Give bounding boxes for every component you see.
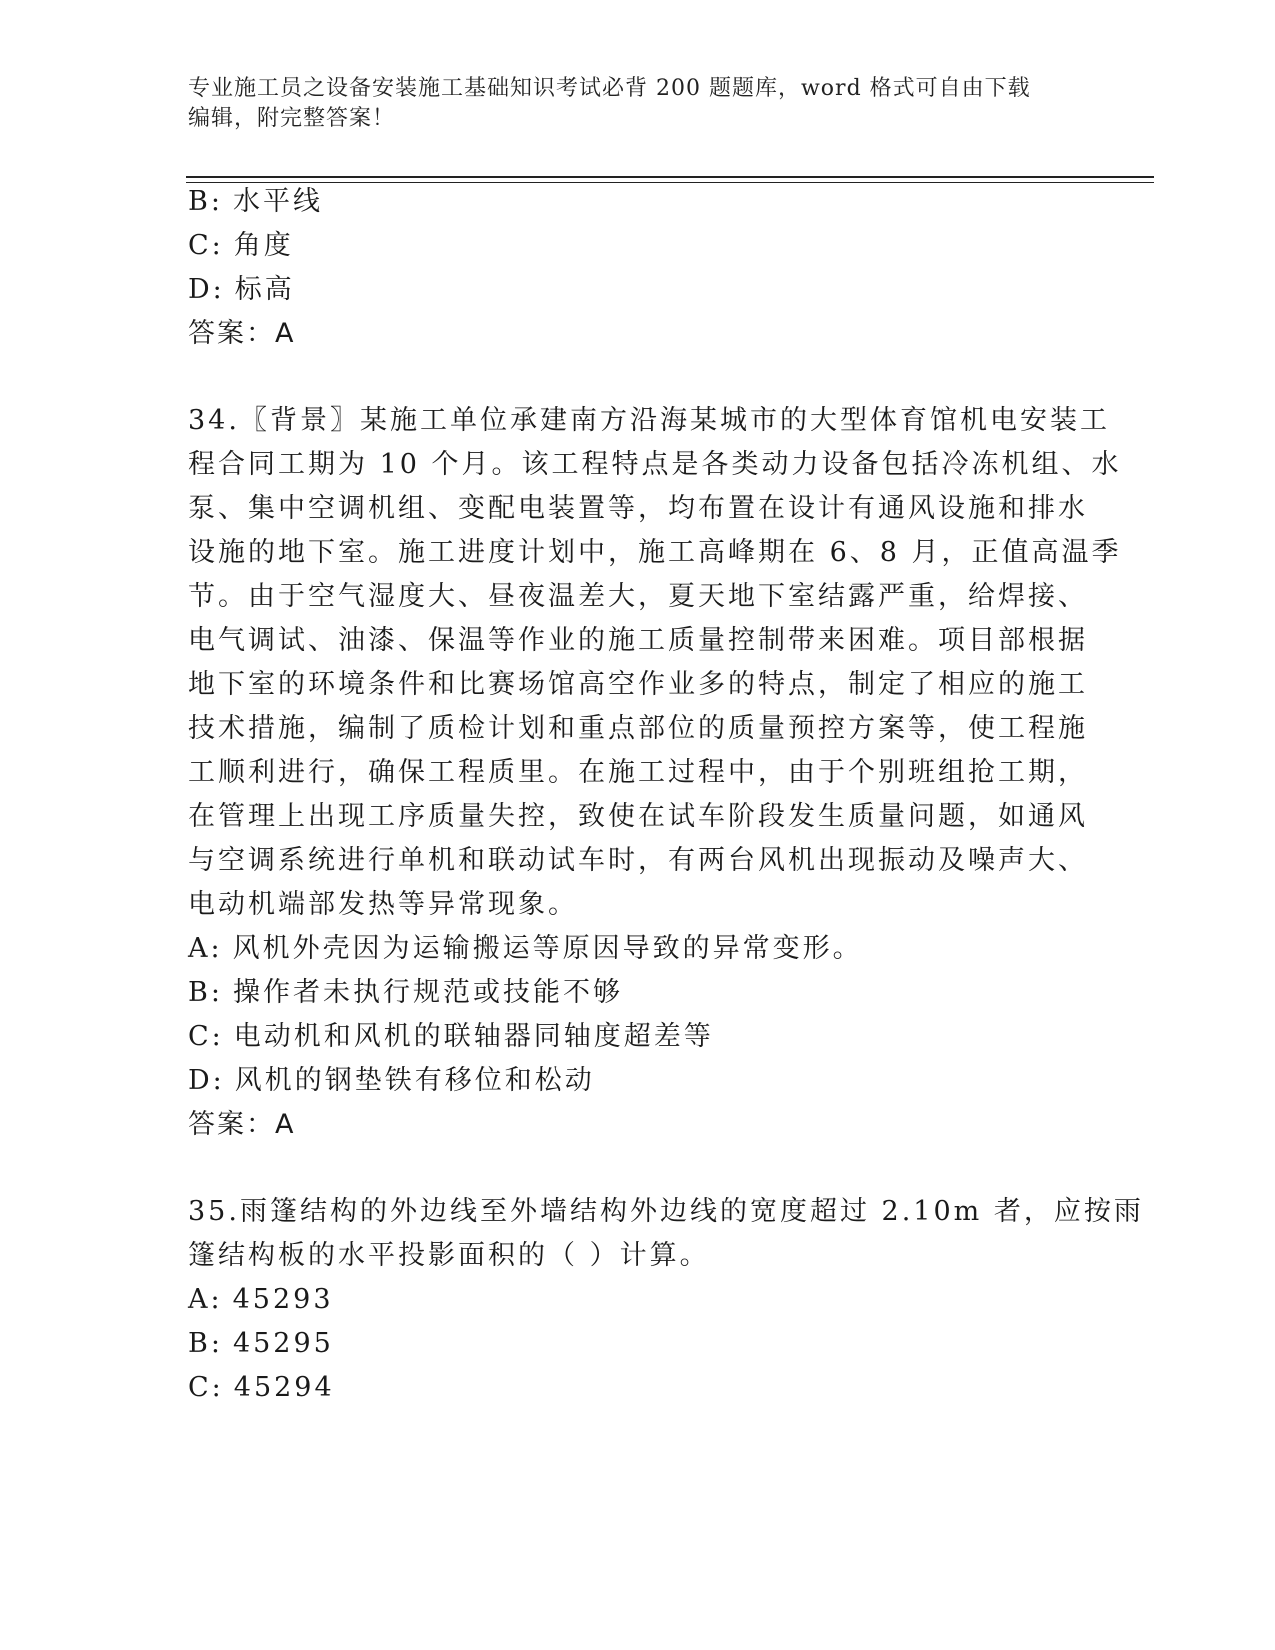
option-text: 45293 bbox=[232, 1284, 334, 1315]
q33-option-d bbox=[188, 273, 295, 307]
option-key: A: bbox=[188, 1284, 223, 1315]
q35-line-2: 篷结构板的水平投影面积的（ ）计算。 bbox=[188, 1240, 710, 1271]
header-line-1: 专业施工员之设备安装施工基础知识考试必背 200 题题库，word 格式可自由下载 bbox=[188, 76, 1031, 101]
option-text: 风机的钢垫铁有移位和松动 bbox=[234, 1065, 595, 1096]
q34-line-11: 与空调系统进行单机和联动试车时，有两台风机出现振动及噪声大、 bbox=[188, 845, 1088, 876]
header-rule-thin bbox=[186, 182, 1154, 183]
q34-line-12: 电动机端部发热等异常现象。 bbox=[188, 889, 578, 920]
option-text: 电动机和风机的联轴器同轴度超差等 bbox=[233, 1021, 714, 1052]
option-key: A: bbox=[188, 933, 223, 964]
option-key: B: bbox=[188, 186, 223, 217]
q33-option-b bbox=[188, 185, 323, 219]
option-text: 45294 bbox=[233, 1372, 335, 1403]
q34-line-8: 技术措施，编制了质检计划和重点部位的质量预控方案等，使工程施 bbox=[188, 713, 1088, 744]
page-header bbox=[188, 74, 1088, 134]
q35-line-1: 35.雨篷结构的外边线至外墙结构外边线的宽度超过 2.10m 者，应按雨 bbox=[188, 1196, 1144, 1227]
option-key: B: bbox=[188, 977, 223, 1008]
q34-line-7: 地下室的环境条件和比赛场馆高空作业多的特点，制定了相应的施工 bbox=[188, 669, 1088, 700]
q34-line-2: 程合同工期为 10 个月。该工程特点是各类动力设备包括冷冻机组、水 bbox=[188, 449, 1122, 480]
q34-option-a bbox=[188, 932, 863, 966]
header-line-2: 编辑，附完整答案！ bbox=[188, 106, 396, 131]
option-key: B: bbox=[188, 1328, 223, 1359]
q33-option-c bbox=[188, 229, 294, 263]
q34-line-3: 泵、集中空调机组、变配电装置等，均布置在设计有通风设施和排水 bbox=[188, 493, 1088, 524]
q34-option-d bbox=[188, 1064, 595, 1098]
q34-line-6: 电气调试、油漆、保温等作业的施工质量控制带来困难。项目部根据 bbox=[188, 625, 1088, 656]
option-key: C: bbox=[188, 1021, 224, 1052]
q35-option-c bbox=[188, 1371, 335, 1405]
option-key: C: bbox=[188, 1372, 224, 1403]
q35-option-a bbox=[188, 1283, 334, 1317]
q34-line-9: 工顺利进行，确保工程质里。在施工过程中，由于个别班组抢工期， bbox=[188, 757, 1088, 788]
q34-option-c bbox=[188, 1020, 714, 1054]
option-text: 水平线 bbox=[232, 186, 323, 217]
option-text: 风机外壳因为运输搬运等原因导致的异常变形。 bbox=[232, 933, 863, 964]
q35-option-b bbox=[188, 1327, 334, 1361]
option-text: 操作者未执行规范或技能不够 bbox=[232, 977, 623, 1008]
option-text: 标高 bbox=[234, 274, 295, 305]
option-text: 角度 bbox=[233, 230, 294, 261]
header-rule-thick bbox=[186, 176, 1154, 178]
q34-line-5: 节。由于空气湿度大、昼夜温差大，夏天地下室结露严重，给焊接、 bbox=[188, 581, 1088, 612]
option-key: C: bbox=[188, 230, 224, 261]
q34-answer: 答案：A bbox=[188, 1109, 296, 1140]
option-key: D: bbox=[188, 1065, 225, 1096]
q34-line-4: 设施的地下室。施工进度计划中，施工高峰期在 6、8 月，正值高温季 bbox=[188, 537, 1122, 568]
q34-line-1: 34.〖背景〗某施工单位承建南方沿海某城市的大型体育馆机电安装工 bbox=[188, 405, 1110, 436]
option-key: D: bbox=[188, 274, 225, 305]
q33-answer: 答案：A bbox=[188, 318, 296, 349]
q34-option-b bbox=[188, 976, 623, 1010]
option-text: 45295 bbox=[232, 1328, 334, 1359]
q34-line-10: 在管理上出现工序质量失控，致使在试车阶段发生质量问题，如通风 bbox=[188, 801, 1088, 832]
